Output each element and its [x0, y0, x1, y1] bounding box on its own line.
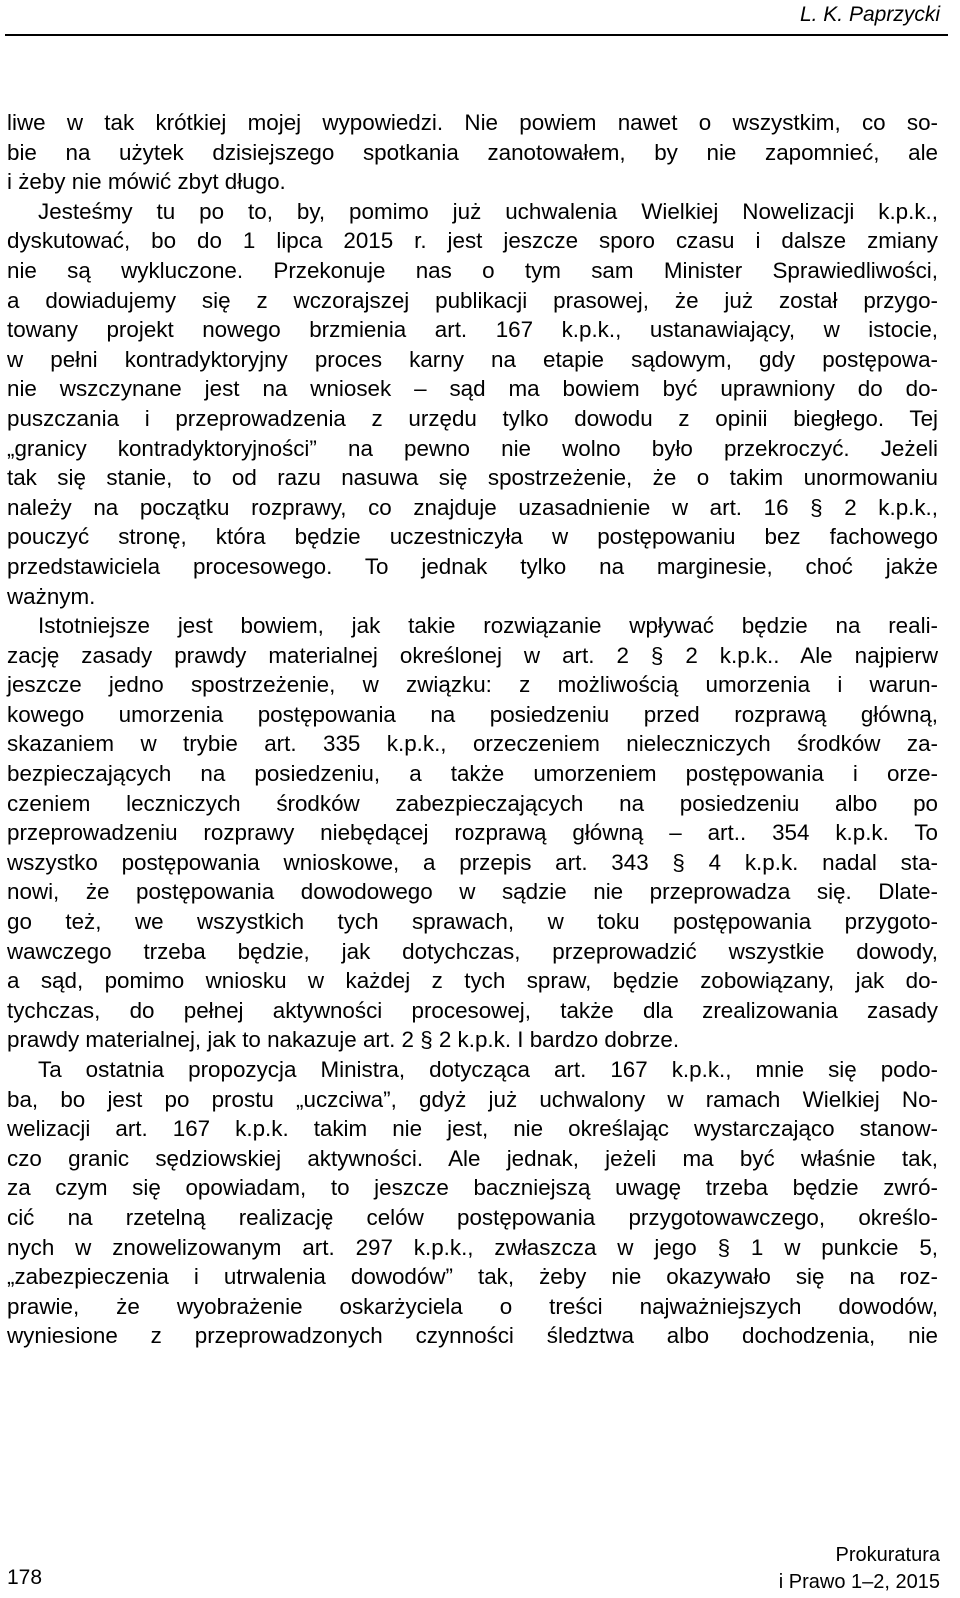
running-head-author: L. K. Paprzycki — [799, 3, 940, 26]
text-line: Ta ostatnia propozycja Ministra, dotycząca art. 167 k.p.k., mnie się podo- — [38, 1057, 938, 1082]
text-line: liwe w tak krótkiej mojej wypowiedzi. Nie powiem nawet o wszystkim, co so- — [7, 110, 938, 135]
text-line: jeszcze jedno spostrzeżenie, w związku: z możliwością umorzenia i warun- — [7, 672, 938, 698]
text-line: cić na rzetelną realizację celów postępowania przygotowawczego, określo- — [7, 1204, 938, 1230]
text-line: przeprowadzeniu rozprawy niebędącej rozprawą główną – art.. 354 k.p.k. To — [7, 820, 938, 846]
text-line: bezpieczających na posiedzeniu, a także umorzeniem postępowania i orze- — [7, 761, 938, 787]
text-line: ba, bo jest po prostu „uczciwa”, gdyż już uchwalony w ramach Wielkiej No- — [7, 1086, 938, 1112]
text-line: ważnym. — [7, 583, 96, 609]
text-line: a dowiadujemy się z wczorajszej publikacji prasowej, że już został przygo- — [7, 287, 938, 313]
text-line: pouczyć stronę, która będzie uczestniczyła w postępowaniu bez fachowego — [7, 524, 938, 550]
paragraph-p3 — [7, 611, 938, 1055]
journal-info — [779, 1542, 940, 1596]
text-line: tak się stanie, to od razu nasuwa się spostrzeżenie, że o takim unormowaniu — [7, 465, 938, 491]
text-line: nowi, że postępowania dowodowego w sądzie nie przeprowadza się. Dlate- — [7, 879, 938, 905]
text-line: Istotniejsze jest bowiem, jak takie rozwiązanie wpływać będzie na reali- — [38, 613, 938, 639]
text-line: nie wszczynane jest na wniosek – sąd ma bowiem być uprawniony do do- — [7, 376, 938, 402]
text-line: za czym się opowiadam, to jeszcze baczniejszą uwagę trzeba będzie zwró- — [7, 1175, 938, 1201]
text-line: wyniesione z przeprowadzonych czynności śledztwa albo dochodzenia, nie — [7, 1323, 938, 1349]
text-line: i żeby nie mówić zbyt długo. — [7, 169, 286, 195]
text-line: kowego umorzenia postępowania na posiedzeniu przed rozprawą główną, — [7, 701, 938, 727]
text-line: prawdy materialnej, jak to nakazuje art. 2 § 2 k.p.k. I bardzo dobrze. — [7, 1027, 680, 1053]
text-line: go też, we wszystkich tych sprawach, w toku postępowania przygoto- — [7, 909, 938, 935]
text-line: bie na użytek dzisiejszego spotkania zanotowałem, by nie zapomnieć, ale — [7, 139, 938, 165]
text-line: „zabezpieczenia i utrwalenia dowodów” tak, żeby nie okazywało się na roz- — [7, 1264, 938, 1290]
text-line: w pełni kontradyktoryjny proces karny na etapie sądowym, gdy postępowa- — [7, 346, 938, 372]
text-line: a sąd, pomimo wniosku w każdej z tych spraw, będzie zobowiązany, jak do- — [7, 968, 938, 994]
body-text — [7, 108, 938, 1351]
text-line: przedstawiciela procesowego. To jednak tylko na marginesie, choć jakże — [7, 553, 938, 579]
text-line: skazaniem w trybie art. 335 k.p.k., orzeczeniem nieleczniczych środków za- — [7, 731, 938, 757]
text-line: dyskutować, bo do 1 lipca 2015 r. jest jeszcze sporo czasu i dalsze zmiany — [7, 228, 938, 254]
text-line: czo granic sędziowskiej aktywności. Ale jednak, jeżeli ma być właśnie tak, — [7, 1145, 938, 1171]
journal-name: Prokuratura — [835, 1544, 940, 1566]
page-number: 178 — [7, 1566, 43, 1589]
text-line: zację zasady prawdy materialnej określonej w art. 2 § 2 k.p.k.. Ale najpierw — [7, 642, 938, 668]
text-line: prawie, że wyobrażenie oskarżyciela o treści najważniejszych dowodów, — [7, 1293, 938, 1319]
text-line: wawczego trzeba będzie, jak dotychczas, przeprowadzić wszystkie dowody, — [7, 938, 938, 964]
text-line: tychczas, do pełnej aktywności procesowej, także dla zrealizowania zasady — [7, 997, 938, 1023]
text-line: wszystko postępowania wnioskowe, a przepis art. 343 § 4 k.p.k. nadal sta- — [7, 849, 938, 875]
paragraph-p4 — [7, 1055, 938, 1351]
text-line: puszczania i przeprowadzenia z urzędu tylko dowodu z opinii biegłego. Tej — [7, 405, 938, 431]
text-line: czeniem leczniczych środków zabezpieczających na posiedzeniu albo po — [7, 790, 938, 816]
text-line: nych w znowelizowanym art. 297 k.p.k., zwłaszcza w jego § 1 w punkcie 5, — [7, 1234, 938, 1260]
paragraph-p1 — [7, 108, 938, 197]
header-rule — [5, 34, 948, 36]
text-line: Jesteśmy tu po to, by, pomimo już uchwalenia Wielkiej Nowelizacji k.p.k., — [38, 198, 938, 224]
text-line: nie są wykluczone. Przekonuje nas o tym sam Minister Sprawiedliwości, — [7, 257, 938, 283]
journal-issue: i Prawo 1–2, 2015 — [778, 1571, 940, 1593]
text-line: welizacji art. 167 k.p.k. takim nie jest, nie określając wystarczająco stanow- — [7, 1116, 938, 1142]
text-line: „granicy kontradyktoryjności” na pewno nie wolno było przekroczyć. Jeżeli — [7, 435, 938, 461]
paragraph-p2 — [7, 197, 938, 611]
text-line: należy na początku rozprawy, co znajduje uzasadnienie w art. 16 § 2 k.p.k., — [7, 494, 938, 520]
text-line: towany projekt nowego brzmienia art. 167 k.p.k., ustanawiający, w istocie, — [7, 317, 938, 343]
